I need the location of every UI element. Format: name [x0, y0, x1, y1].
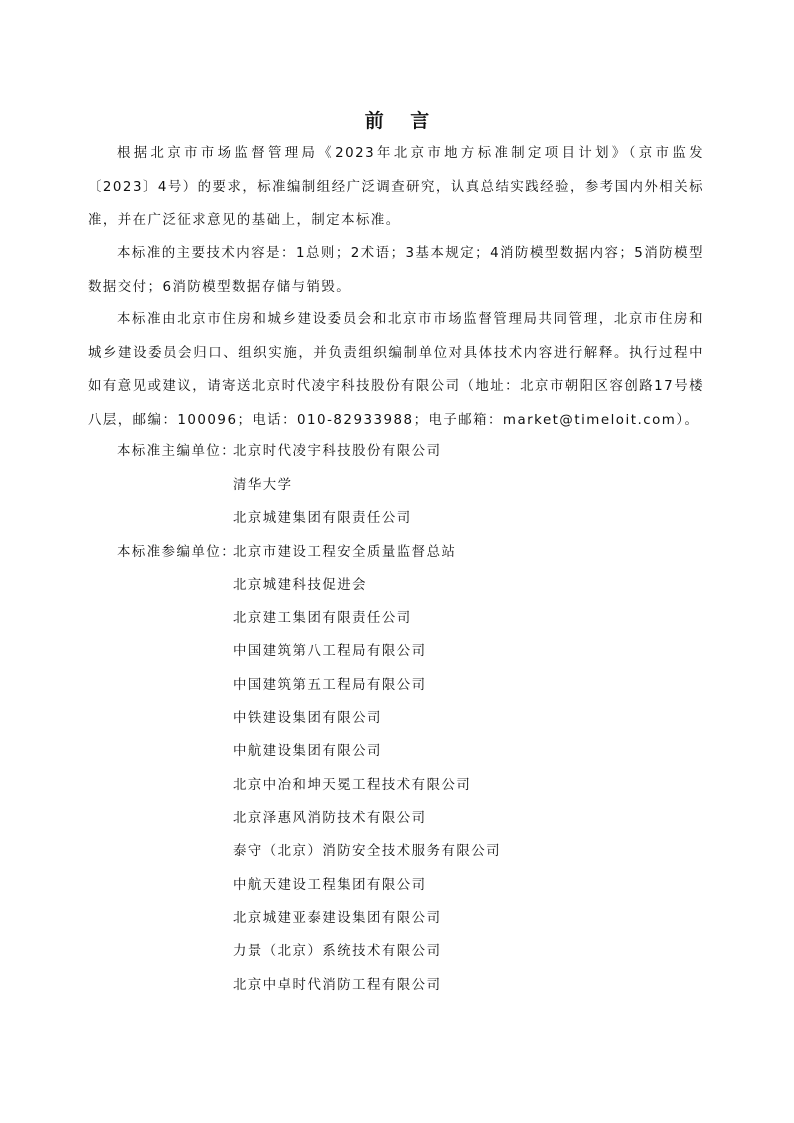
- participating-unit-name: 北京城建亚泰建设集团有限公司: [233, 911, 442, 926]
- participating-unit-name: 北京泽惠风消防技术有限公司: [233, 811, 427, 826]
- participating-unit-name: 中铁建设集团有限公司: [233, 711, 382, 726]
- participating-unit-name: 北京中卓时代消防工程有限公司: [233, 978, 442, 993]
- paragraph-basis: 根据北京市市场监督管理局《2023年北京市地方标准制定项目计划》（京市监发〔2023〕4号）的要求，标准编制组经广泛调查研究，认真总结实践经验，参考国内外相关标准，并在广泛征求意见的基础上，制定本标准。: [88, 146, 704, 228]
- participating-unit-name: 中国建筑第八工程局有限公司: [233, 644, 427, 659]
- participating-unit-name: 北京中冶和坤天冕工程技术有限公司: [233, 778, 472, 793]
- paragraph-main-contents: 本标准的主要技术内容是：1总则；2术语；3基本规定；4消防模型数据内容；5消防模型数据交付；6消防模型数据存储与销毁。: [88, 246, 704, 295]
- participating-unit-name: 中国建筑第五工程局有限公司: [233, 678, 427, 693]
- participating-unit-name: 北京建工集团有限责任公司: [233, 611, 412, 626]
- participating-unit-name: 力景（北京）系统技术有限公司: [233, 944, 442, 959]
- paragraph-management: 本标准由北京市住房和城乡建设委员会和北京市市场监督管理局共同管理，北京市住房和城乡建设委员会归口、组织实施，并负责组织编制单位对具体技术内容进行解释。执行过程中如有意见或建议，请寄送北京时代凌宇科技股份有限公司（地址：北京市朝阳区容创路17号楼八层，邮编：100096；电话：010-82933988；电子邮箱：market@timeloit.com）。: [88, 312, 704, 428]
- participating-unit-name: 中航天建设工程集团有限公司: [233, 878, 427, 893]
- chief-units-label: 本标准主编单位：: [117, 444, 237, 459]
- chief-unit-name: 清华大学: [233, 478, 293, 493]
- participating-units-label: 本标准参编单位：: [117, 545, 237, 560]
- chief-unit-name: 北京时代凌宇科技股份有限公司: [233, 444, 442, 459]
- chief-unit-name: 北京城建集团有限责任公司: [233, 511, 412, 526]
- participating-unit-name: 北京市建设工程安全质量监督总站: [233, 545, 457, 560]
- page-title: 前 言: [364, 110, 440, 132]
- participating-unit-name: 泰守（北京）消防安全技术服务有限公司: [233, 844, 502, 859]
- participating-unit-name: 中航建设集团有限公司: [233, 744, 382, 759]
- participating-unit-name: 北京城建科技促进会: [233, 578, 368, 593]
